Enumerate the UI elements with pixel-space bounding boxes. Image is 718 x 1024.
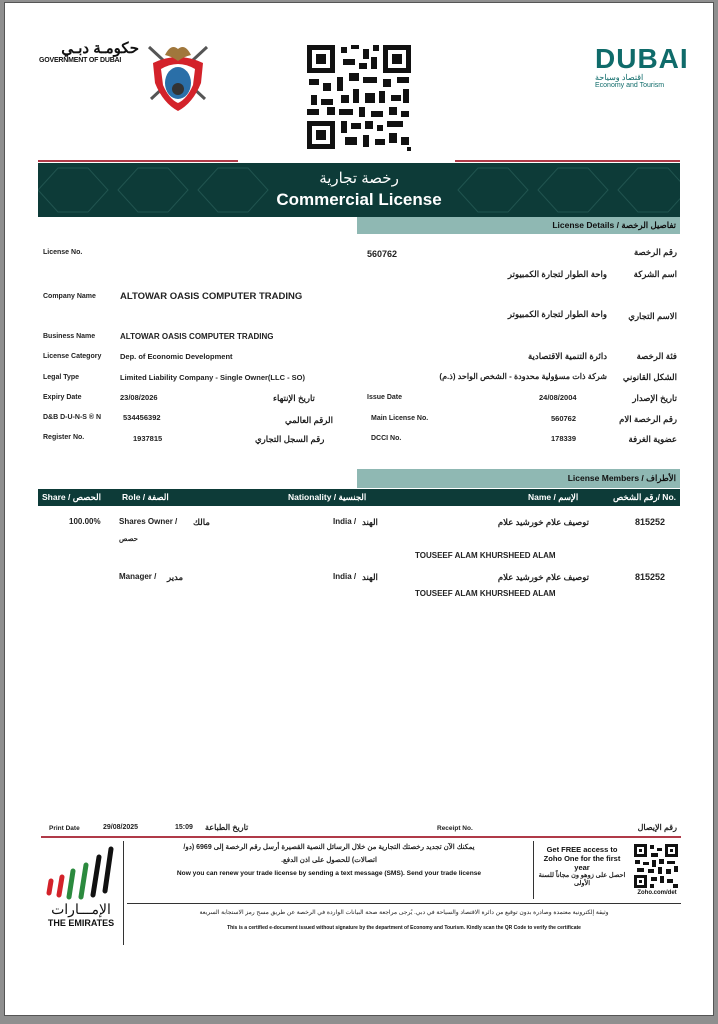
license-no-value: 560762	[367, 249, 398, 259]
the-emirates-logo-icon	[41, 845, 121, 901]
main-license-value: 560762	[551, 414, 577, 423]
member-role-ar: مالك	[193, 517, 210, 527]
col-no: رقم الشخص/ No.	[612, 492, 676, 502]
expiry-date-label: Expiry Date	[43, 394, 82, 401]
emirates-ar: الإمـــارات	[51, 901, 111, 917]
footer-vertical-divider	[123, 841, 124, 945]
gov-logo-ar: حكومـة دبـي	[61, 40, 139, 57]
zoho-promo-ar: احصل على زوهو ون مجاناً للسنة الأولى	[538, 872, 626, 887]
print-time-value: 15:09	[175, 824, 193, 831]
col-share: Share / الحصص	[42, 492, 101, 502]
det-logo-dubai: DUBAI	[595, 43, 689, 74]
issue-date-value: 24/08/2004	[539, 393, 577, 402]
license-page	[4, 2, 714, 1016]
table-row	[5, 509, 714, 569]
zoho-promo	[537, 845, 627, 888]
gov-logo-en: GOVERNMENT OF DUBAI	[39, 57, 122, 64]
expiry-date-value: 23/08/2026	[120, 393, 158, 402]
emirates-en: THE EMIRATES	[47, 918, 115, 928]
certified-divider	[127, 903, 681, 904]
receipt-no-label: Receipt No.	[437, 825, 473, 832]
license-no-ar-label: رقم الرخصة	[633, 247, 677, 257]
zoho-promo-en: Get FREE access to Zoho One for the first year	[543, 845, 621, 872]
register-no-value: 1937815	[133, 434, 163, 443]
member-role-ar: مدير	[167, 572, 184, 582]
issue-date-label: Issue Date	[367, 394, 403, 401]
member-role: Manager /	[119, 572, 157, 581]
title-band	[38, 163, 680, 217]
trade-name-ar-value: واحة الطوار لتجارة الكمبيوتر	[507, 309, 607, 319]
business-name-value: ALTOWAR OASIS COMPUTER TRADING	[120, 332, 274, 341]
license-details-header: License Details / تفاصيل الرخصة	[357, 217, 680, 234]
member-name-ar: توصيف علام خورشيد علام	[497, 572, 589, 582]
legal-type-label: Legal Type	[43, 374, 80, 381]
company-name-label: Company Name	[43, 293, 96, 300]
member-role: Shares Owner /	[119, 517, 178, 526]
print-date-ar-label: تاريخ الطباعة	[205, 823, 249, 832]
member-nationality: India /	[333, 572, 357, 581]
trade-name-ar-label: الاسم التجاري	[628, 311, 677, 321]
business-name-label: Business Name	[43, 333, 96, 340]
certified-notice-ar: وثيقة إلكترونية معتمدة وصادرة بدون توقيع من دائرة الاقتصاد والسياحة في دبي. يُرجى مراجعة صحة البيانات الواردة في الرخصة عن طريق مسح رمز الاستجابة السريعة	[199, 910, 609, 916]
member-name-ar: توصيف علام خورشيد علام	[497, 517, 589, 527]
col-name: Name / الإسم	[528, 492, 579, 502]
det-logo-ar: اقتصاد وسياحة	[595, 73, 644, 82]
member-no: 815252	[635, 517, 666, 527]
license-qr-code	[305, 43, 413, 151]
member-nationality-ar: الهند	[362, 517, 378, 527]
the-emirates-logo-text	[41, 901, 121, 928]
member-name-en: TOUSEEF ALAM KHURSHEED ALAM	[415, 589, 556, 598]
member-no: 815252	[635, 572, 666, 582]
duns-label: D&B D-U-N-S ® N	[43, 414, 102, 421]
dcci-no-value: 178339	[551, 434, 577, 443]
main-license-label: Main License No.	[371, 415, 429, 422]
dubai-economy-tourism-logo	[595, 43, 689, 89]
company-name-ar-value: واحة الطوار لتجارة الكمبيوتر	[507, 269, 607, 279]
license-no-label: License No.	[43, 249, 83, 256]
certified-notice-en: This is a certified e-document issued without signature by the department of Economy and Tourism. Kindly scan the QR Code to verify the certificate	[227, 925, 581, 931]
zoho-qr-code	[633, 843, 679, 889]
legal-type-value: Limited Liability Company - Single Owner(LLC - SO)	[120, 373, 306, 382]
issue-date-ar-label: تاريخ الإصدار	[632, 393, 677, 403]
main-license-ar-label: رقم الرخصة الام	[619, 414, 677, 424]
members-table-header	[38, 489, 680, 506]
duns-ar-label: الرقم العالمي	[285, 415, 333, 425]
license-category-value: Dep. of Economic Development	[120, 352, 233, 361]
company-name-value: ALTOWAR OASIS COMPUTER TRADING	[120, 291, 303, 302]
col-nationality: Nationality / الجنسية	[288, 492, 367, 502]
sms-ar-line-2: اتصالات) للحصول على اذن الدفع.	[281, 857, 377, 864]
license-members-header: License Members / الأطراف	[357, 469, 680, 488]
member-name-en: TOUSEEF ALAM KHURSHEED ALAM	[415, 551, 556, 560]
sms-renewal-notice	[127, 843, 531, 877]
member-nationality-ar: الهند	[362, 572, 378, 582]
title-en: Commercial License	[276, 190, 442, 209]
table-row	[5, 566, 714, 606]
print-date-value: 29/08/2025	[103, 824, 139, 831]
dubai-emblem-icon	[143, 41, 213, 113]
register-no-label: Register No.	[43, 434, 85, 441]
company-name-ar-label: اسم الشركة	[633, 269, 677, 279]
register-no-ar-label: رقم السجل التجاري	[255, 434, 325, 444]
footer-divider	[41, 836, 681, 838]
member-nationality: India /	[333, 517, 357, 526]
zoho-divider	[533, 841, 534, 899]
zoho-url: Zoho.com/det	[637, 890, 677, 896]
title-ar: رخصة تجارية	[319, 170, 399, 187]
member-share: 100.00%	[69, 517, 101, 526]
legal-type-ar-label: الشكل القانوني	[622, 372, 677, 382]
legal-type-ar-value: شركة ذات مسؤولية محدودة - الشخص الواحد (ذ.م)	[439, 372, 607, 381]
license-category-ar-value: دائرة التنمية الاقتصادية	[527, 351, 607, 361]
det-logo-en: Economy and Tourism	[595, 82, 665, 89]
duns-value: 534456392	[123, 413, 161, 422]
license-category-label: License Category	[43, 353, 102, 360]
receipt-no-ar-label: رقم الإيصال	[637, 823, 677, 832]
government-of-dubai-logo	[39, 39, 139, 64]
sms-ar-line-1: يمكنك الآن تجديد رخصتك التجارية من خلال الرسائل النصية القصيرة أرسل رقم الرخصة إلى 6969 (دو/	[183, 844, 475, 851]
col-role: Role / الصفة	[122, 492, 169, 502]
member-role-ar-2: حصص	[119, 536, 138, 543]
dcci-no-ar-label: عضوية الغرفة	[628, 434, 677, 444]
print-date-label: Print Date	[49, 825, 80, 832]
expiry-date-ar-label: تاريخ الإنتهاء	[273, 393, 315, 403]
license-category-ar-label: فئة الرخصة	[636, 351, 677, 361]
dcci-no-label: DCCI No.	[371, 435, 402, 442]
sms-en-line: Now you can renew your trade license by sending a text message (SMS). Send your trade license	[176, 870, 482, 877]
